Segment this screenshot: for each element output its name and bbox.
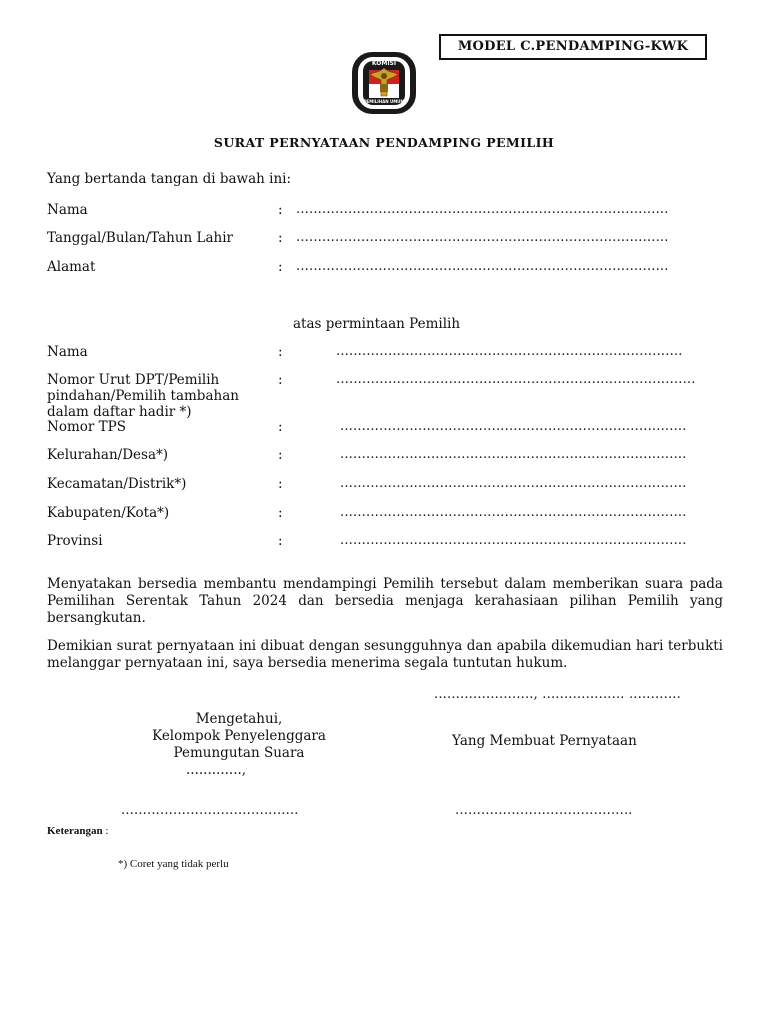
voter-kelurahan-colon: :	[278, 447, 283, 463]
signer-birthdate-label: Tanggal/Bulan/Tahun Lahir	[47, 230, 233, 246]
voter-name-colon: :	[278, 344, 283, 360]
signer-name-colon: :	[278, 202, 283, 218]
left-signature-block	[104, 711, 374, 779]
voter-name-label: Nama	[47, 344, 88, 360]
signer-name-field[interactable]: ......................................................................................	[296, 202, 669, 217]
signer-birthdate-colon: :	[278, 230, 283, 246]
voter-kecamatan-colon: :	[278, 476, 283, 492]
kpu-logo-icon	[348, 50, 420, 116]
signer-address-label: Alamat	[47, 259, 96, 275]
voter-tps-label: Nomor TPS	[47, 419, 126, 435]
document-title: SURAT PERNYATAAN PENDAMPING PEMILIH	[213, 135, 555, 150]
voter-dpt-field[interactable]: ...................................................................................	[336, 372, 696, 387]
voter-provinsi-colon: :	[278, 533, 283, 549]
model-label: MODEL C.PENDAMPING-KWK	[457, 39, 689, 54]
voter-kelurahan-field[interactable]: ................................................................................	[340, 447, 687, 462]
place-date-field[interactable]: ......................., ................... ............	[434, 687, 681, 702]
voter-kelurahan-label: Kelurahan/Desa*)	[47, 447, 169, 463]
voter-tps-field[interactable]: ................................................................................	[340, 419, 687, 434]
logo-text-bottom: PEMILIHAN UMUM	[363, 99, 405, 104]
left-sign-line4: .............,	[186, 762, 247, 778]
voter-name-field[interactable]: ................................................................................	[336, 344, 683, 359]
notes-colon: :	[102, 825, 109, 837]
signer-birthdate-field[interactable]: ......................................................................................	[296, 230, 669, 245]
signer-address-field[interactable]: ......................................................................................	[296, 259, 669, 274]
voter-kabupaten-field[interactable]: ................................................................................	[340, 505, 687, 520]
model-label-box	[439, 34, 707, 60]
right-sign-title: Yang Membuat Pernyataan	[452, 733, 637, 749]
voter-kabupaten-label: Kabupaten/Kota*)	[47, 505, 170, 521]
logo-text-top: KOMISI	[371, 60, 397, 67]
voter-tps-colon: :	[278, 419, 283, 435]
closing-paragraph: Demikian surat pernyataan ini dibuat dengan sesungguhnya dan apabila dikemudian hari terbukti melanggar pernyataan ini, saya bersedia menerima segala tuntutan hukum.	[47, 638, 723, 671]
voter-kecamatan-field[interactable]: ................................................................................	[340, 476, 687, 491]
left-signature-line[interactable]: .........................................	[121, 803, 299, 818]
voter-kecamatan-label: Kecamatan/Distrik*)	[47, 476, 187, 492]
voter-provinsi-label: Provinsi	[47, 533, 103, 549]
intro-text: Yang bertanda tangan di bawah ini:	[47, 171, 292, 187]
voter-dpt-colon: :	[278, 372, 283, 388]
notes-item: *) Coret yang tidak perlu	[118, 858, 229, 870]
notes-block	[47, 825, 108, 837]
left-sign-line2: Kelompok Penyelenggara	[152, 728, 326, 744]
statement-paragraph: Menyatakan bersedia membantu mendampingi Pemilih tersebut dalam memberikan suara pada Pemilihan Serentak Tahun 2024 dan bersedia menjaga kerahasiaan pilihan Pemilih yang bersangkutan.	[47, 576, 723, 626]
signer-address-colon: :	[278, 259, 283, 275]
left-sign-line1: Mengetahui,	[195, 711, 283, 727]
left-sign-line3: Pemungutan Suara	[173, 745, 305, 761]
voter-dpt-label: Nomor Urut DPT/Pemilih pindahan/Pemilih tambahan dalam daftar hadir *)	[47, 372, 239, 420]
voter-provinsi-field[interactable]: ................................................................................	[340, 533, 687, 548]
right-signature-line[interactable]: .........................................	[455, 803, 633, 818]
request-line: atas permintaan Pemilih	[293, 316, 461, 332]
signer-name-label: Nama	[47, 202, 88, 218]
voter-kabupaten-colon: :	[278, 505, 283, 521]
notes-label: Keterangan	[47, 825, 103, 837]
